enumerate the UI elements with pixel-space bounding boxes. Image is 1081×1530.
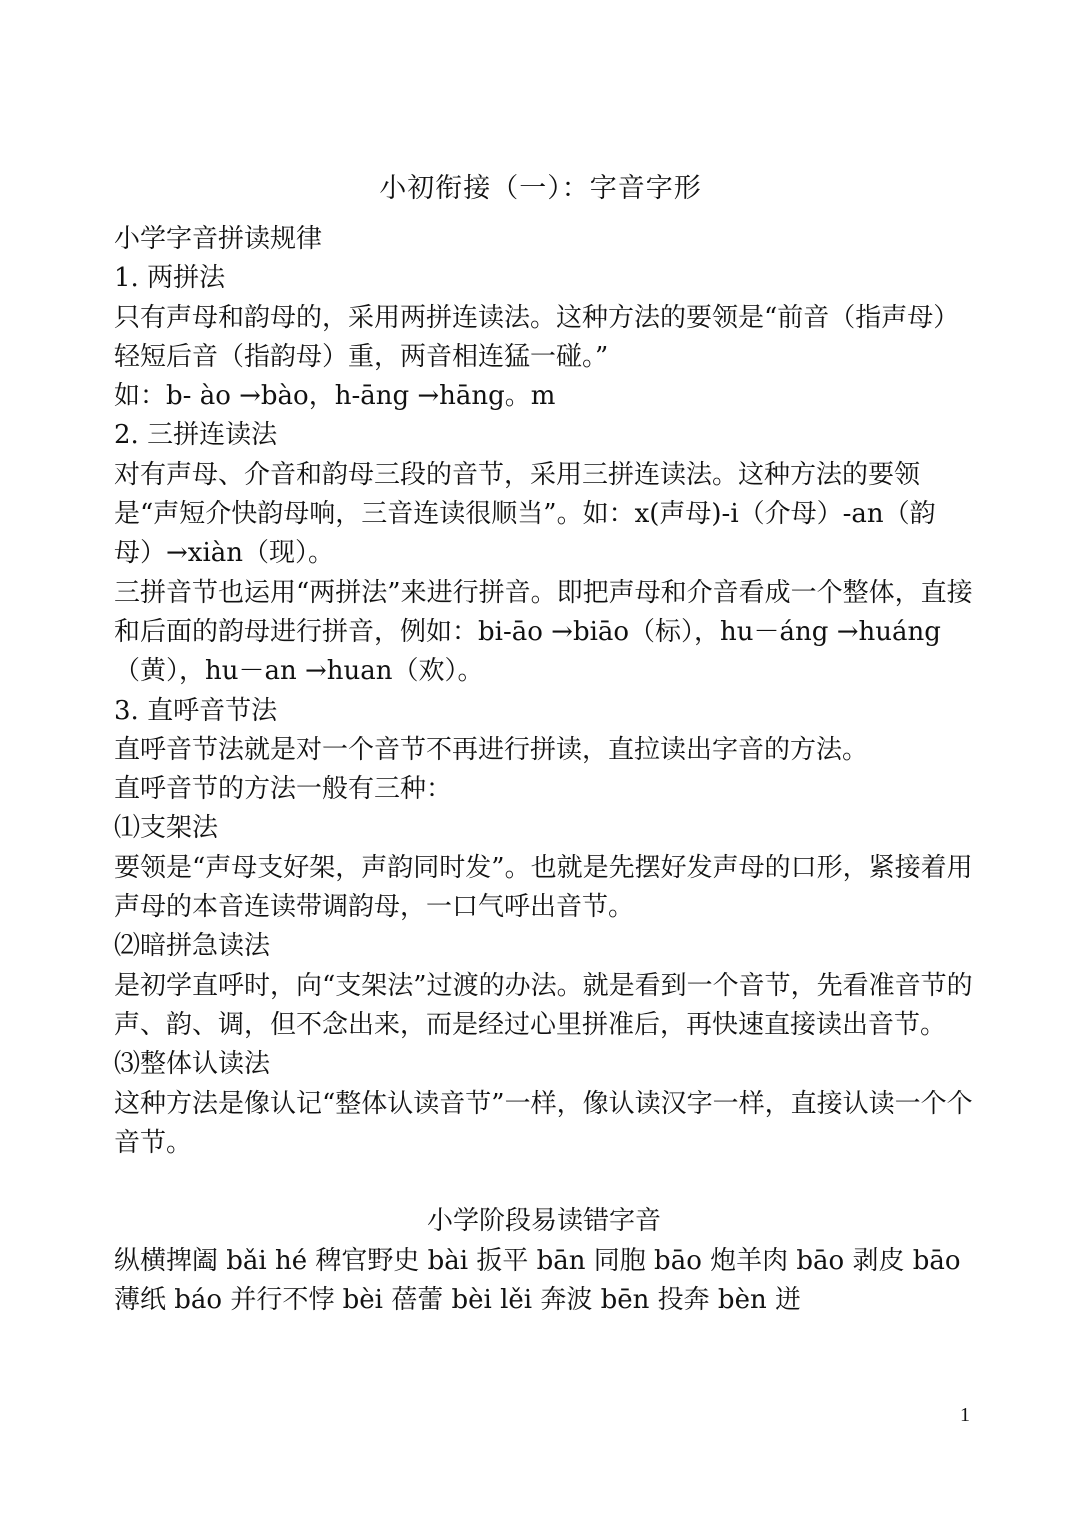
section-subtitle: 小学阶段易读错字音 [426,1206,661,1237]
paragraph: 对有声母、介音和韵母三段的音节，采用三拼连读法。这种方法的要领是“声短介快韵母响，三音连读很顺当”。如：x(声母)-i（介母）-an（韵母）→xiàn（现）。 [114,459,936,569]
paragraph: 直呼音节的方法一般有三种： [114,774,453,805]
section-heading: 小学字音拼读规律 [114,224,323,254]
page-title: 小初衔接（一）：字音字形 [379,173,702,204]
word-list-paragraph: 纵横捭阖 bǎi hé 稗官野史 bài 扳平 bān 同胞 bāo 炮羊肉 bāo 剥皮 bāo 薄纸 báo 并行不悖 bèi 蓓蕾 bèi lěi 奔波 bēn 投奔 bèn 迸 [114,1245,961,1316]
paragraph: 要领是“声母支好架，声韵同时发”。也就是先摆好发声母的口形，紧接着用声母的本音连读带调韵母，一口气呼出音节。 [114,852,973,923]
paragraph: 三拼音节也运用“两拼法”来进行拼音。即把声母和介音看成一个整体，直接和后面的韵母进行拼音，例如：bi-āo →biāo（标），hu－áng →huáng（黄），hu－an →huan（欢）。 [114,577,973,687]
subsection-heading-3: 3. 直呼音节法 [114,695,278,726]
subsection-heading-1: 1. 两拼法 [114,263,226,294]
method-heading-3: ⑶整体认读法 [114,1049,271,1080]
paragraph: 这种方法是像认记“整体认读音节”一样，像认读汉字一样，直接认读一个个音节。 [114,1088,973,1158]
subsection-heading-2: 2. 三拼连读法 [114,420,278,451]
page-number: 1 [960,1404,970,1426]
paragraph: 是初学直呼时，向“支架法”过渡的办法。就是看到一个音节，先看准音节的声、韵、调，但不念出来，而是经过心里拼准后，再快速直接读出音节。 [114,970,973,1040]
method-heading-2: ⑵暗拼急读法 [114,931,271,962]
method-heading-1: ⑴支架法 [114,813,219,844]
paragraph: 只有声母和韵母的，采用两拼连读法。这种方法的要领是“前音（指声母）轻短后音（指韵母）重，两音相连猛一碰。” [114,302,960,372]
example-line: 如：b- ào →bào，h-āng →hāng。m [114,381,556,412]
document-body [114,220,974,1320]
paragraph: 直呼音节法就是对一个音节不再进行拼读，直拉读出字音的方法。 [114,734,869,765]
